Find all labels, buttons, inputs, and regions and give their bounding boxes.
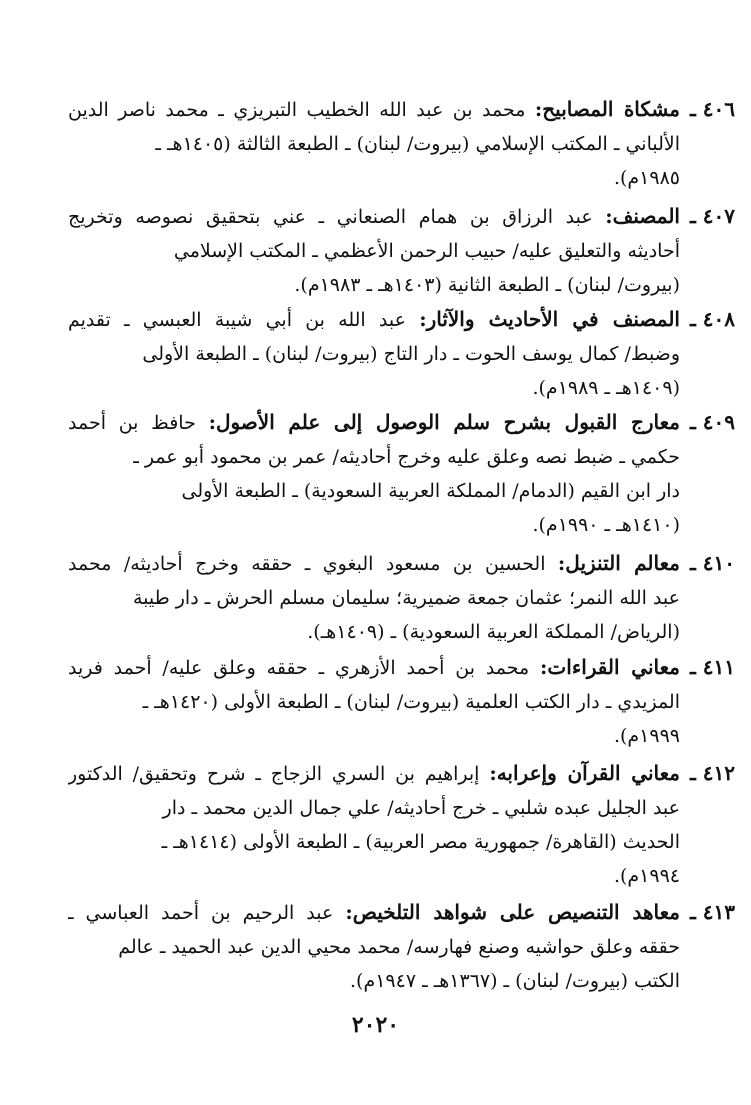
bibliography-entry-408: [68, 302, 735, 405]
entry-line: المزيدي ـ دار الكتب العلمية (بيروت/ لبنان) ـ الطبعة الأولى (١٤٢٠هـ ـ: [142, 691, 680, 713]
entry-title: المصنف:: [605, 204, 680, 228]
entry-line: الكتب (بيروت/ لبنان) ـ (١٣٦٧هـ ـ ١٩٤٧م).: [350, 970, 680, 992]
entry-line: [68, 302, 680, 337]
entry-number: ٤١٢ ـ: [689, 761, 735, 785]
entry-line: [68, 546, 680, 581]
entry-title: معاهد التنصيص على شواهد التلخيص:: [345, 900, 680, 924]
entry-title: مشكاة المصابيح:: [534, 97, 680, 121]
entry-text: حافظ بن أحمد: [68, 412, 196, 434]
bibliography-entry-407: [68, 199, 735, 302]
entry-line: ١٩٩٩م).: [613, 725, 680, 747]
entry-text: عبد الرحيم بن أحمد العباسي ـ: [68, 902, 334, 924]
entry-line: حققه وعلق حواشيه وصنع فهارسه/ محمد محيي الدين عبد الحميد ـ عالم: [118, 936, 680, 958]
bibliography-entry-411: [68, 650, 735, 753]
entry-text: عبد الرزاق بن همام الصنعاني ـ عني بتحقيق نصوصه وتخريج: [68, 206, 593, 228]
entry-number: ٤٠٨ ـ: [689, 307, 735, 331]
entry-line: (بيروت/ لبنان) ـ الطبعة الثانية (١٤٠٣هـ ـ ١٩٨٣م).: [294, 274, 680, 296]
entry-line: (١٤١٠هـ ـ ١٩٩٠م).: [532, 514, 680, 536]
entry-text: عبد الله بن أبي شيبة العبسي ـ تقديم: [68, 309, 406, 331]
entry-line: (١٤٠٩هـ ـ ١٩٨٩م).: [532, 377, 680, 399]
entry-line: [68, 199, 680, 234]
entry-title: معارج القبول بشرح سلم الوصول إلى علم الأصول:: [208, 410, 680, 434]
entry-text: محمد بن أحمد الأزهري ـ حققه وعلق عليه/ أحمد فريد: [68, 657, 530, 679]
entry-line: ١٩٩٤م).: [613, 865, 680, 887]
entry-line: دار ابن القيم (الدمام/ المملكة العربية السعودية) ـ الطبعة الأولى: [181, 480, 680, 502]
entry-number: ٤١٠ ـ: [689, 551, 735, 575]
entry-line: وضبط/ كمال يوسف الحوت ـ دار التاج (بيروت/ لبنان) ـ الطبعة الأولى: [142, 343, 680, 365]
entry-title: معاني القراءات:: [540, 655, 680, 679]
entry-line: عبد الله النمر؛ عثمان جمعة ضميرية؛ سليمان مسلم الحرش ـ دار طيبة: [132, 587, 680, 609]
entry-title: معالم التنزيل:: [557, 551, 680, 575]
entry-number: ٤٠٩ ـ: [689, 410, 735, 434]
bibliography-entry-410: [68, 546, 735, 649]
entry-line: الألباني ـ المكتب الإسلامي (بيروت/ لبنان) ـ الطبعة الثالثة (١٤٠٥هـ ـ: [155, 133, 680, 155]
entry-line: ١٩٨٥م).: [613, 167, 680, 189]
entry-title: المصنف في الأحاديث والآثار:: [419, 307, 680, 331]
entry-number: ٤٠٦ ـ: [689, 97, 735, 121]
entry-text: الحسين بن مسعود البغوي ـ حققه وخرج أحاديثه/ محمد: [68, 553, 546, 575]
bibliography-entry-406: [68, 92, 735, 195]
entry-line: عبد الجليل عبده شلبي ـ خرج أحاديثه/ علي جمال الدين محمد ـ دار: [162, 797, 680, 819]
entry-line: حكمي ـ ضبط نصه وعلق عليه وخرج أحاديثه/ عمر بن محمود أبو عمر ـ: [133, 446, 680, 468]
entry-title: معاني القرآن وإعرابه:: [489, 761, 680, 785]
page-number: ٢٠٢٠: [351, 1012, 400, 1038]
entry-line: أحاديثه والتعليق عليه/ حبيب الرحمن الأعظمي ـ المكتب الإسلامي: [173, 240, 680, 262]
entry-line: [68, 650, 680, 685]
entry-line: [68, 895, 680, 930]
entry-number: ٤٠٧ ـ: [689, 204, 735, 228]
entry-number: ٤١٣ ـ: [689, 900, 735, 924]
entry-text: محمد بن عبد الله الخطيب التبريزي ـ محمد ناصر الدين: [68, 99, 526, 121]
entry-line: الحديث (القاهرة/ جمهورية مصر العربية) ـ الطبعة الأولى (١٤١٤هـ ـ: [161, 831, 680, 853]
entry-number: ٤١١ ـ: [689, 655, 735, 679]
entry-line: [68, 405, 680, 440]
bibliography-entry-413: [68, 895, 735, 998]
entry-line: (الرياض/ المملكة العربية السعودية) ـ (١٤٠٩هـ).: [307, 621, 680, 643]
entry-line: [68, 92, 680, 127]
entry-text: إبراهيم بن السري الزجاج ـ شرح وتحقيق/ الدكتور: [68, 763, 480, 785]
entry-line: [68, 756, 680, 791]
bibliography-entry-409: [68, 405, 735, 542]
bibliography-entry-412: [68, 756, 735, 893]
